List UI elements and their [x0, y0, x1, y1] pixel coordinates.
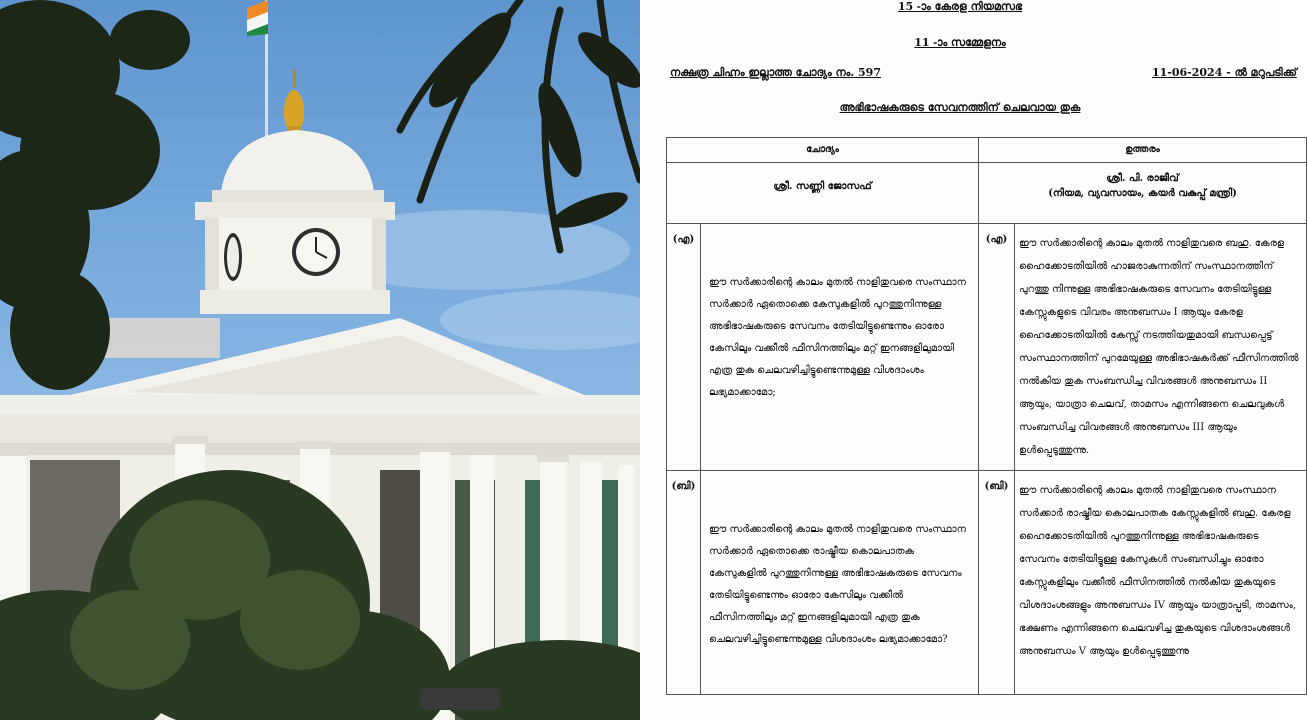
table-row [667, 471, 1307, 695]
answer-column-header: ഉത്തരം [979, 138, 1307, 163]
question-text: ഈ സർക്കാരിന്റെ കാലം മുതൽ നാളിതുവരെ സംസ്ഥാന സർക്കാർ ഏതൊക്കെ കേസുകളിൽ പുറത്തുനിന്നുള്ള അഭിഭാഷകരുടെ സേവനം തേടിയിട്ടുണ്ടെന്നും ഓരോ കേസിലും വക്കീൽ ഫീസിനത്തിലും മറ്റ് ഇനങ്ങളിലുമായി എത്ര തുക ചെലവഴിച്ചിട്ടുണ്ടെന്നുമുള്ള വിശദാംശം ലഭ്യമാക്കാമോ; [701, 224, 979, 471]
building-photo [0, 0, 640, 720]
question-subject: അഭിഭാഷകരുടെ സേവനത്തിന് ചെലവായ തുക [839, 101, 1081, 114]
question-answer-table [666, 137, 1307, 695]
minister-portfolio: (നിയമ, വ്യവസായം, കയർ വകുപ്പ് മന്ത്രി) [1048, 188, 1237, 199]
table-header-row [667, 138, 1307, 163]
table-row [667, 224, 1307, 471]
question-item-label: (എ) [667, 224, 701, 471]
question-text: ഈ സർക്കാരിന്റെ കാലം മുതൽ നാളിതുവരെ സംസ്ഥാന സർക്കാർ ഏതൊക്കെ രാഷ്ട്രീയ കൊലപാതക കേസുകളിൽ പുറത്തുനിന്നുള്ള അഭിഭാഷകരുടെ സേവനം തേടിയിട്ടുണ്ടെന്നും ഓരോ കേസിലും വക്കീൽ ഫീസിനത്തിലും മറ്റ് ഇനങ്ങളിലുമായി എത്ര തുക ചെലവഴിച്ചിട്ടുണ്ടെന്നുമുള്ള വിശദാംശം ലഭ്യമാക്കാമോ? [701, 471, 979, 695]
asked-by-cell [667, 163, 979, 224]
answer-text: ഈ സർക്കാരിന്റെ കാലം മുതൽ നാളിതുവരെ ബഹു. കേരള ഹൈക്കോടതിയിൽ ഹാജരാകുന്നതിന് സംസ്ഥാനത്തിന് പുറത്തു നിന്നുള്ള അഭിഭാഷകരുടെ സേവനം തേടിയിട്ടുള്ള കേസ്സുകളുടെ വിവരം അനുബന്ധം I ആയും കേരള ഹൈക്കോടതിയിൽ കേസ്സ് നടത്തിയതുമായി ബന്ധപ്പെട്ട് സംസ്ഥാനത്തിന് പുറമേയുള്ള അഭിഭാഷകർക്ക് ഫീസിനത്തിൽ നൽകിയ തുക സംബന്ധിച്ച വിവരങ്ങൾ അനുബന്ധം II ആയും, യാത്രാ ചെലവ്, താമസം എന്നിങ്ങനെ ചെലവുകൾ സംബന്ധിച്ച വിവരങ്ങൾ അനുബന്ധം III ആയും ഉൾപ്പെടുത്തുന്നു. [1015, 224, 1307, 471]
question-column-header: ചോദ്യം [667, 138, 979, 163]
assembly-title: 15 -ാം കേരള നിയമസഭ [897, 0, 1023, 13]
building-illustration [0, 0, 640, 720]
answer-date: 11-06-2024 - ൽ മറുപടിക്ക് [1152, 66, 1297, 79]
answered-by-cell [979, 163, 1307, 224]
question-item-label: (ബി) [667, 471, 701, 695]
answered-by-name: ശ്രീ. പി. രാജീവ് [1106, 173, 1179, 184]
table-names-row [667, 163, 1307, 224]
answer-item-label: (ബി) [979, 471, 1015, 695]
answer-item-label: (എ) [979, 224, 1015, 471]
question-number: നക്ഷത്ര ചിഹ്നം ഇല്ലാത്ത ചോദ്യം നം. 597 [670, 66, 881, 79]
asked-by-name: ശ്രീ. സണ്ണി ജോസഫ് [773, 181, 872, 192]
answer-text: ഈ സർക്കാരിന്റെ കാലം മുതൽ നാളിതുവരെ സംസ്ഥാന സർക്കാർ രാഷ്ട്രീയ കൊലപാതക കേസ്സുകളിൽ ബഹു. കേരള ഹൈക്കോടതിയിൽ പുറത്തുനിന്നുള്ള അഭിഭാഷകരുടെ സേവനം തേടിയിട്ടുള്ള കേസുകൾ സംബന്ധിച്ചും ഓരോ കേസ്സുകളിലും വക്കീൽ ഫീസിനത്തിൽ നൽകിയ തുകയുടെ വിശദാംശങ്ങളും അനുബന്ധം IV ആയും യാത്രാപ്പടി, താമസം, ഭക്ഷണം എന്നിങ്ങനെ ചെലവഴിച്ച തുകയുടെ വിശദാംശങ്ങൾ അനുബന്ധം V ആയും ഉൾപ്പെടുത്തുന്നു [1015, 471, 1307, 695]
assembly-question-document [640, 0, 1299, 720]
session-title: 11 -ാം സമ്മേളനം [914, 36, 1006, 49]
